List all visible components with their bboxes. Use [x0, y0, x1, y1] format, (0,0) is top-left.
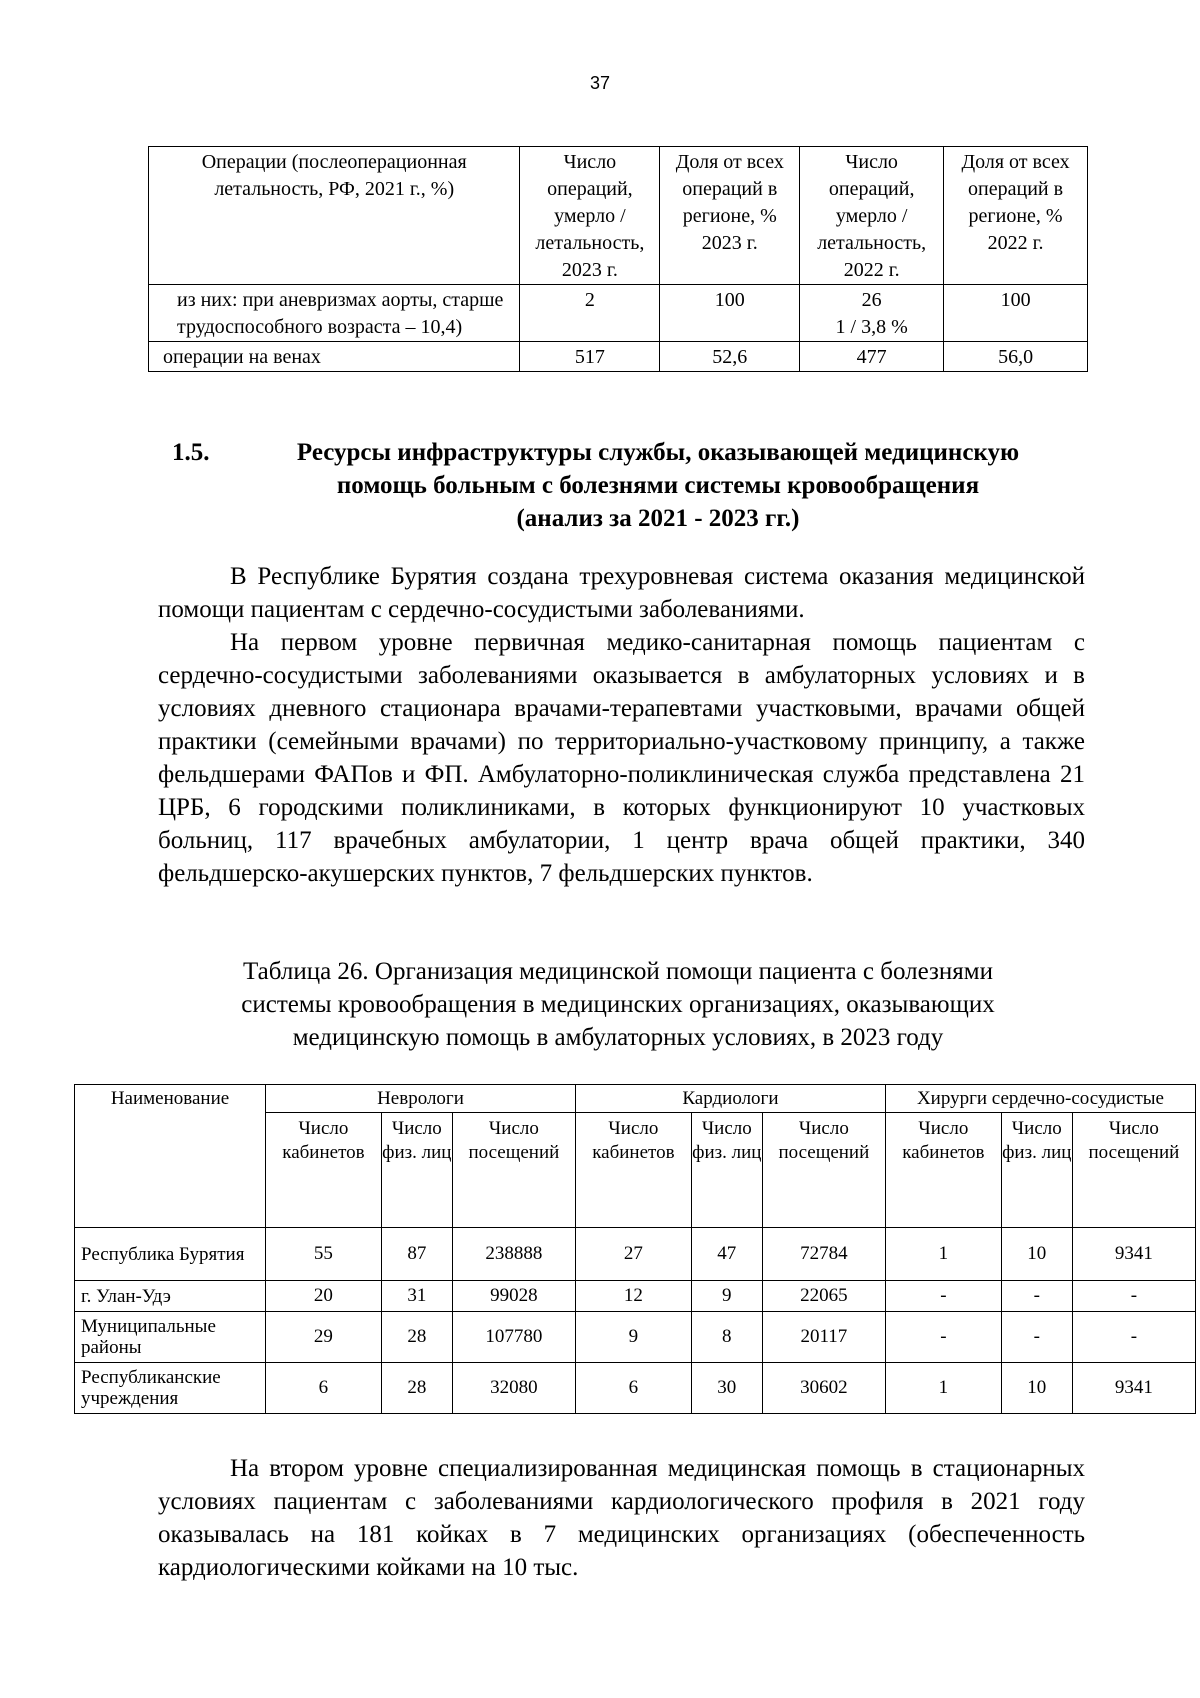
header-operations: Операции (послеоперационная летальность, РФ, 2021 г., %) — [149, 147, 520, 285]
header-share-2023: Доля от всех операций в регионе, % 2023 г. — [660, 147, 800, 285]
cell: 1 — [885, 1363, 1001, 1414]
header-name: Наименование — [75, 1085, 266, 1228]
cell: 238888 — [452, 1228, 575, 1281]
section-heading — [172, 436, 1072, 535]
cell: 100 — [944, 285, 1088, 342]
header-cabinets: Число кабинетов — [266, 1113, 382, 1228]
section-title-line: помощь больным с болезнями системы кровообращения — [336, 472, 980, 499]
cell: 10 — [1001, 1228, 1072, 1281]
header-count-2023: Число операций, умерло / летальность, 2023 г. — [520, 147, 660, 285]
operations-table — [148, 146, 1088, 372]
cell: 517 — [520, 342, 660, 372]
caption-line: системы кровообращения в медицинских организациях, оказывающих — [241, 991, 995, 1018]
table-row — [75, 1281, 1196, 1312]
cell: 10 — [1001, 1363, 1072, 1414]
row-label: Республика Бурятия — [75, 1228, 266, 1281]
table-26-group-header — [75, 1085, 1196, 1113]
cell: - — [1072, 1281, 1195, 1312]
cell — [800, 285, 944, 342]
cell: 87 — [381, 1228, 452, 1281]
cell: - — [1001, 1281, 1072, 1312]
table-26 — [74, 1084, 1196, 1414]
header-group-neurologists: Неврологи — [266, 1085, 576, 1113]
cell: 9341 — [1072, 1363, 1195, 1414]
cell: 27 — [575, 1228, 691, 1281]
header-persons: Число физ. лиц — [1001, 1113, 1072, 1228]
section-title — [244, 436, 1072, 535]
cell: 6 — [266, 1363, 382, 1414]
row-label: операции на венах — [149, 342, 520, 372]
cell: 107780 — [452, 1312, 575, 1363]
cell: 8 — [691, 1312, 762, 1363]
section-title-line: Ресурсы инфраструктуры службы, оказывающей медицинскую — [296, 439, 1020, 466]
cell: 72784 — [762, 1228, 885, 1281]
cell: 52,6 — [660, 342, 800, 372]
cell: 30602 — [762, 1363, 885, 1414]
caption-line: Таблица 26. Организация медицинской помощи пациента с болезнями — [243, 958, 993, 985]
cell: 30 — [691, 1363, 762, 1414]
body-text — [158, 560, 1085, 890]
table-row — [149, 342, 1088, 372]
cell: 2 — [520, 285, 660, 342]
header-cabinets: Число кабинетов — [885, 1113, 1001, 1228]
cell: 28 — [381, 1363, 452, 1414]
cell-line: 1 / 3,8 % — [835, 316, 908, 338]
cell: 55 — [266, 1228, 382, 1281]
cell: 20 — [266, 1281, 382, 1312]
header-group-surgeons: Хирурги сердечно-сосудистые — [885, 1085, 1195, 1113]
cell: 32080 — [452, 1363, 575, 1414]
paragraph: На втором уровне специализированная медицинская помощь в стационарных условиях пациентам с заболеваниями кардиологического профиля в 2021 году оказывалась на 181 койках в 7 медицинских организациях (обеспеченность кардиологическими койками на 10 тыс. — [158, 1455, 1085, 1581]
cell: 99028 — [452, 1281, 575, 1312]
cell: 477 — [800, 342, 944, 372]
header-share-2022: Доля от всех операций в регионе, % 2022 г. — [944, 147, 1088, 285]
operations-table-header — [149, 147, 1088, 285]
table-row — [75, 1312, 1196, 1363]
cell: 1 — [885, 1228, 1001, 1281]
cell: 20117 — [762, 1312, 885, 1363]
paragraph: В Республике Бурятия создана трехуровневая система оказания медицинской помощи пациентам с сердечно-сосудистыми заболеваниями. — [158, 563, 1085, 623]
table-row — [75, 1228, 1196, 1281]
cell: 100 — [660, 285, 800, 342]
cell-line: 26 — [861, 289, 882, 311]
cell: 9341 — [1072, 1228, 1195, 1281]
cell: 47 — [691, 1228, 762, 1281]
cell: - — [1001, 1312, 1072, 1363]
cell: 56,0 — [944, 342, 1088, 372]
cell: - — [885, 1312, 1001, 1363]
table-caption — [148, 955, 1088, 1054]
header-group-cardiologists: Кардиологи — [575, 1085, 885, 1113]
cell: 12 — [575, 1281, 691, 1312]
page-number: 37 — [589, 73, 611, 93]
table-row — [75, 1363, 1196, 1414]
row-label: Муниципальные районы — [75, 1312, 266, 1363]
paragraph: На первом уровне первичная медико-санитарная помощь пациентам с сердечно-сосудистыми заболеваниями оказывается в амбулаторных условиях и в условиях дневного стационара врачами-терапевтами участковыми, врачами общей практики (семейными врачами) по территориально-участковому принципу, а также фельдшерами ФАПов и ФП. Амбулаторно-поликлиническая служба представлена 21 ЦРБ, 6 городскими поликлиниками, в которых функционируют 10 участковых больниц, 117 врачебных амбулатории, 1 центр врача общей практики, 340 фельдшерско-акушерских пунктов, 7 фельдшерских пунктов. — [158, 629, 1085, 887]
cell: 28 — [381, 1312, 452, 1363]
header-count-2022: Число операций, умерло / летальность, 2022 г. — [800, 147, 944, 285]
header-persons: Число физ. лиц — [381, 1113, 452, 1228]
cell: 29 — [266, 1312, 382, 1363]
body-text-bottom — [158, 1452, 1085, 1584]
cell: 22065 — [762, 1281, 885, 1312]
caption-line: медицинскую помощь в амбулаторных условиях, в 2023 году — [292, 1024, 944, 1051]
cell: 6 — [575, 1363, 691, 1414]
header-persons: Число физ. лиц — [691, 1113, 762, 1228]
table-row — [149, 285, 1088, 342]
cell: - — [885, 1281, 1001, 1312]
header-visits: Число посещений — [1072, 1113, 1195, 1228]
header-cabinets: Число кабинетов — [575, 1113, 691, 1228]
row-label: из них: при аневризмах аорты, старше трудоспособного возраста – 10,4) — [149, 285, 520, 342]
cell: 9 — [575, 1312, 691, 1363]
header-visits: Число посещений — [452, 1113, 575, 1228]
header-visits: Число посещений — [762, 1113, 885, 1228]
cell: - — [1072, 1312, 1195, 1363]
row-label: г. Улан-Удэ — [75, 1281, 266, 1312]
cell: 9 — [691, 1281, 762, 1312]
cell: 31 — [381, 1281, 452, 1312]
section-number: 1.5. — [172, 439, 210, 466]
section-title-line: (анализ за 2021 - 2023 гг.) — [516, 505, 800, 532]
row-label: Республиканские учреждения — [75, 1363, 266, 1414]
